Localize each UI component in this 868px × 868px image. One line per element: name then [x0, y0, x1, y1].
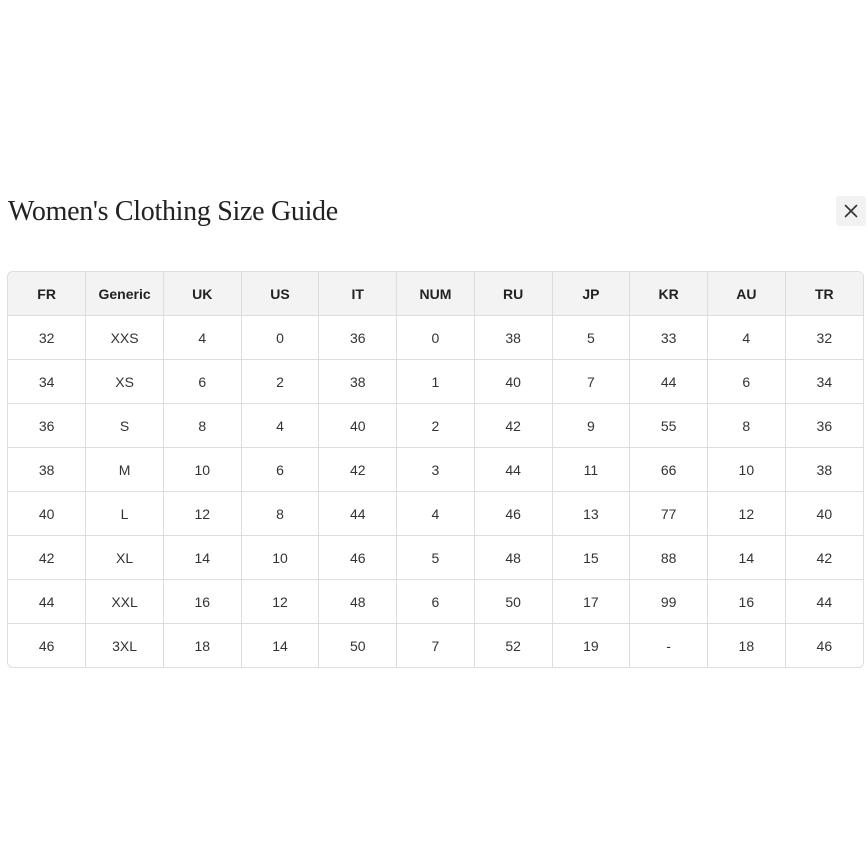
table-cell-uk: 10 [163, 448, 241, 492]
table-cell-fr: 38 [8, 448, 86, 492]
table-row [8, 448, 863, 492]
table-cell-generic: XS [86, 360, 164, 404]
table-cell-fr: 36 [8, 404, 86, 448]
table-cell-it: 46 [319, 536, 397, 580]
table-cell-generic: XL [86, 536, 164, 580]
table-cell-uk: 16 [163, 580, 241, 624]
column-header-num: NUM [397, 272, 475, 316]
column-header-jp: JP [552, 272, 630, 316]
table-cell-kr: 44 [630, 360, 708, 404]
table-cell-it: 50 [319, 624, 397, 668]
column-header-ru: RU [474, 272, 552, 316]
column-header-uk: UK [163, 272, 241, 316]
column-header-au: AU [707, 272, 785, 316]
table-cell-uk: 6 [163, 360, 241, 404]
table-row [8, 624, 863, 668]
table-cell-us: 4 [241, 404, 319, 448]
table-cell-generic: L [86, 492, 164, 536]
modal-title: Women's Clothing Size Guide [8, 196, 338, 227]
table-cell-uk: 8 [163, 404, 241, 448]
table-cell-ru: 38 [474, 316, 552, 360]
table-cell-tr: 42 [785, 536, 863, 580]
table-cell-us: 0 [241, 316, 319, 360]
table-cell-kr: 88 [630, 536, 708, 580]
table-cell-it: 38 [319, 360, 397, 404]
table-cell-jp: 11 [552, 448, 630, 492]
table-cell-tr: 34 [785, 360, 863, 404]
table-cell-kr: - [630, 624, 708, 668]
table-cell-ru: 50 [474, 580, 552, 624]
table-cell-it: 40 [319, 404, 397, 448]
table-cell-tr: 46 [785, 624, 863, 668]
table-cell-kr: 55 [630, 404, 708, 448]
table-cell-uk: 14 [163, 536, 241, 580]
table-cell-au: 16 [707, 580, 785, 624]
close-icon[interactable] [844, 204, 858, 218]
size-table-body [8, 316, 863, 668]
table-cell-au: 4 [707, 316, 785, 360]
table-cell-fr: 42 [8, 536, 86, 580]
column-header-it: IT [319, 272, 397, 316]
size-table-header [8, 272, 863, 316]
column-header-generic: Generic [86, 272, 164, 316]
table-cell-kr: 66 [630, 448, 708, 492]
table-cell-us: 6 [241, 448, 319, 492]
table-cell-us: 10 [241, 536, 319, 580]
table-cell-ru: 40 [474, 360, 552, 404]
table-cell-fr: 46 [8, 624, 86, 668]
table-cell-generic: XXS [86, 316, 164, 360]
table-cell-num: 7 [397, 624, 475, 668]
table-cell-jp: 5 [552, 316, 630, 360]
table-cell-uk: 4 [163, 316, 241, 360]
table-cell-it: 36 [319, 316, 397, 360]
table-row [8, 316, 863, 360]
table-cell-jp: 13 [552, 492, 630, 536]
table-cell-it: 48 [319, 580, 397, 624]
table-cell-au: 14 [707, 536, 785, 580]
table-cell-jp: 19 [552, 624, 630, 668]
table-cell-fr: 34 [8, 360, 86, 404]
table-cell-tr: 44 [785, 580, 863, 624]
table-cell-it: 42 [319, 448, 397, 492]
table-row [8, 580, 863, 624]
table-cell-generic: M [86, 448, 164, 492]
table-cell-generic: S [86, 404, 164, 448]
table-row [8, 360, 863, 404]
table-cell-num: 0 [397, 316, 475, 360]
table-cell-us: 2 [241, 360, 319, 404]
table-cell-generic: 3XL [86, 624, 164, 668]
column-header-fr: FR [8, 272, 86, 316]
table-cell-us: 12 [241, 580, 319, 624]
table-cell-it: 44 [319, 492, 397, 536]
table-cell-kr: 77 [630, 492, 708, 536]
table-cell-au: 12 [707, 492, 785, 536]
table-cell-fr: 40 [8, 492, 86, 536]
table-cell-num: 4 [397, 492, 475, 536]
table-cell-num: 2 [397, 404, 475, 448]
table-cell-tr: 40 [785, 492, 863, 536]
table-cell-tr: 32 [785, 316, 863, 360]
table-cell-uk: 18 [163, 624, 241, 668]
table-cell-jp: 7 [552, 360, 630, 404]
table-cell-tr: 36 [785, 404, 863, 448]
table-cell-us: 8 [241, 492, 319, 536]
size-guide-table [8, 272, 863, 667]
table-cell-jp: 9 [552, 404, 630, 448]
table-cell-uk: 12 [163, 492, 241, 536]
table-cell-ru: 52 [474, 624, 552, 668]
table-cell-jp: 17 [552, 580, 630, 624]
table-cell-fr: 44 [8, 580, 86, 624]
table-cell-tr: 38 [785, 448, 863, 492]
table-cell-kr: 33 [630, 316, 708, 360]
table-cell-au: 10 [707, 448, 785, 492]
table-cell-ru: 44 [474, 448, 552, 492]
table-row [8, 536, 863, 580]
table-cell-ru: 48 [474, 536, 552, 580]
column-header-us: US [241, 272, 319, 316]
table-cell-fr: 32 [8, 316, 86, 360]
table-cell-au: 18 [707, 624, 785, 668]
table-cell-jp: 15 [552, 536, 630, 580]
table-cell-us: 14 [241, 624, 319, 668]
table-cell-num: 1 [397, 360, 475, 404]
table-cell-num: 5 [397, 536, 475, 580]
table-cell-num: 3 [397, 448, 475, 492]
table-cell-ru: 46 [474, 492, 552, 536]
table-cell-kr: 99 [630, 580, 708, 624]
table-row [8, 492, 863, 536]
header-row [8, 272, 863, 316]
column-header-kr: KR [630, 272, 708, 316]
table-cell-ru: 42 [474, 404, 552, 448]
table-cell-au: 8 [707, 404, 785, 448]
table-cell-generic: XXL [86, 580, 164, 624]
table-cell-au: 6 [707, 360, 785, 404]
size-guide-table-container [7, 271, 864, 668]
column-header-tr: TR [785, 272, 863, 316]
table-cell-num: 6 [397, 580, 475, 624]
table-row [8, 404, 863, 448]
close-button[interactable] [836, 196, 866, 226]
